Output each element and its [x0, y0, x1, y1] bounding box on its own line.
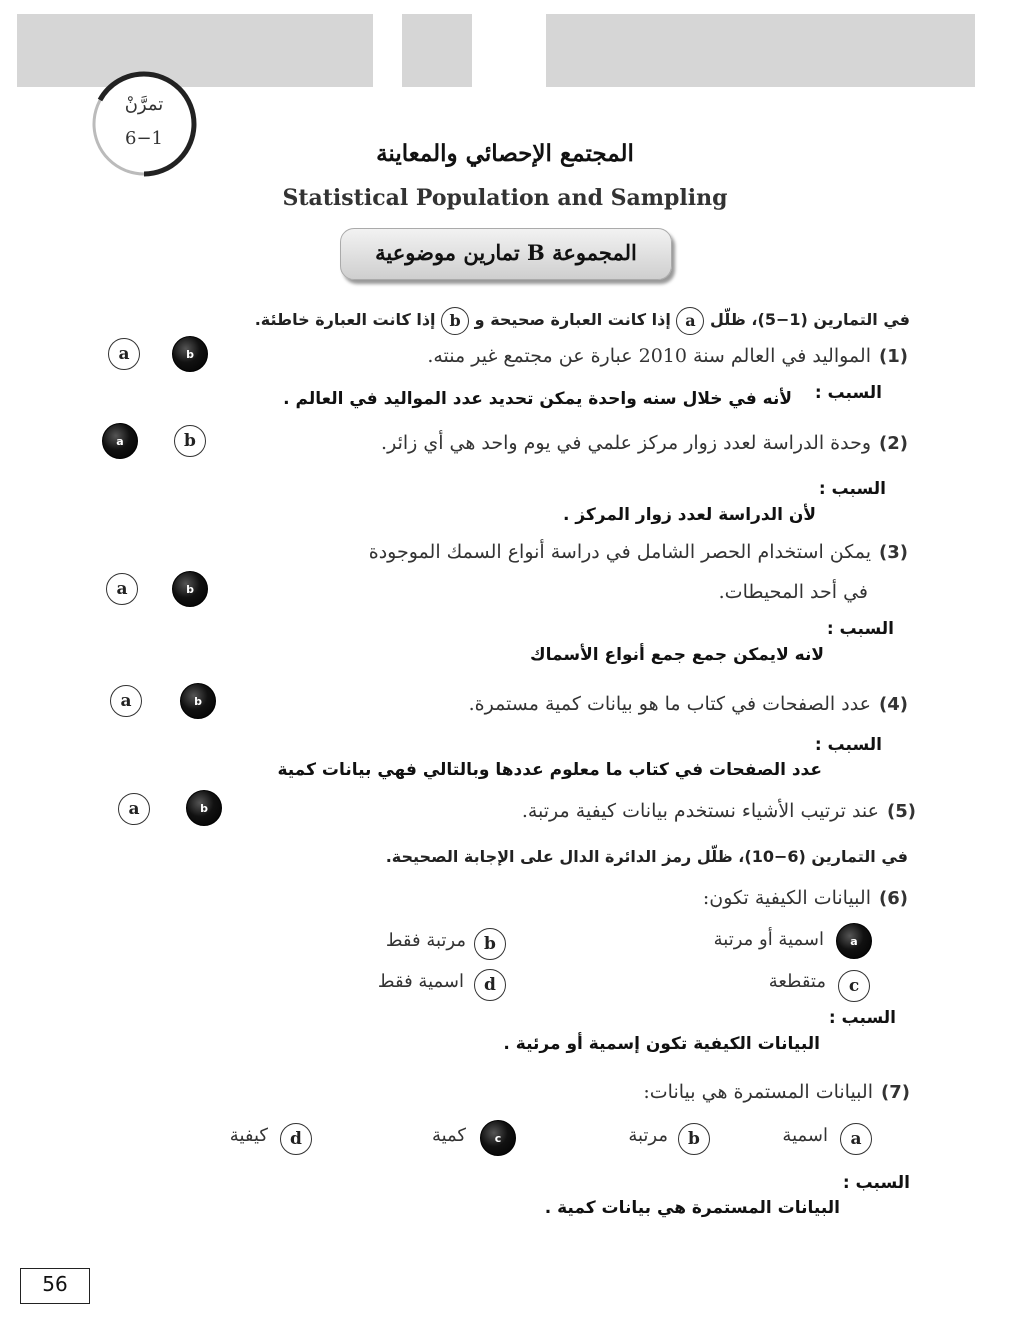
q6-option-b-label: مرتبة فقط [385, 930, 466, 951]
q6-option-d-label: اسمية فقط [377, 971, 464, 992]
page-number: 56 [20, 1268, 90, 1304]
instructions-b-circle: b [441, 307, 469, 335]
q7-option-c-selected[interactable]: c [480, 1120, 516, 1156]
header-bar-middle [402, 14, 472, 87]
q6-reason: البيانات الكيفية تكون إسمية أو مرئية . [503, 1034, 820, 1054]
badge-number: 6−1 [125, 128, 163, 149]
q7-reason: البيانات المستمرة هي بيانات كمية . [544, 1198, 840, 1218]
q3-text [369, 541, 908, 563]
q1-option-a[interactable]: a [108, 338, 140, 370]
page-title-english: Statistical Population and Sampling [282, 185, 728, 211]
q5-number: (5) [887, 801, 916, 822]
instructions-a-circle: a [676, 307, 704, 335]
q7-option-b-label: مرتبة [628, 1125, 668, 1146]
header-bar-right [546, 14, 975, 87]
q2-reason-label: السبب : [818, 479, 886, 499]
q7-reason-label: السبب : [842, 1173, 910, 1193]
q2-reason: لأن الدراسة لعدد زوار المركز . [562, 505, 816, 525]
q3-reason: لانه لايمكن جمع جمع أنواع الأسماك [530, 645, 824, 665]
q3-reason-label: السبب : [826, 619, 894, 639]
q6-statement: البيانات الكيفية تكون: [702, 887, 871, 909]
q1-number: (1) [879, 346, 908, 367]
q4-number: (4) [879, 694, 908, 715]
q7-statement: البيانات المستمرة هي بيانات: [643, 1081, 873, 1103]
instructions-tf-middle: إذا كانت العبارة صحيحة و [474, 310, 671, 329]
q7-option-d[interactable]: d [280, 1123, 312, 1155]
q6-option-c-label: متقطعة [768, 971, 826, 992]
badge-ring-icon [90, 70, 198, 178]
q6-option-c[interactable]: c [838, 970, 870, 1002]
q5-statement: عند ترتيب الأشياء نستخدم بيانات كيفية مرتبة. [521, 800, 879, 822]
lesson-badge [90, 70, 198, 178]
q7-option-b[interactable]: b [678, 1123, 710, 1155]
q1-text [427, 345, 908, 367]
q7-option-a[interactable]: a [840, 1123, 872, 1155]
q6-reason-label: السبب : [828, 1008, 896, 1028]
q2-option-b[interactable]: b [174, 425, 206, 457]
q3-number: (3) [879, 542, 908, 563]
q6-option-a-selected[interactable]: a [836, 923, 872, 959]
group-banner [340, 228, 672, 280]
q7-text [643, 1081, 910, 1103]
q7-option-a-label: اسمية [782, 1125, 828, 1146]
q1-statement: المواليد في العالم سنة 2010 عبارة عن مجتمع غير منته. [427, 345, 871, 367]
q2-number: (2) [879, 433, 908, 454]
badge-word: تمرَّنْ [124, 94, 164, 115]
q5-option-b-selected[interactable]: b [186, 790, 222, 826]
q1-reason-label: السبب : [814, 383, 882, 403]
q6-number: (6) [879, 888, 908, 909]
q4-option-b-selected[interactable]: b [180, 683, 216, 719]
q6-option-d[interactable]: d [474, 969, 506, 1001]
q4-option-a[interactable]: a [110, 685, 142, 717]
q2-option-a-selected[interactable]: a [102, 423, 138, 459]
q7-option-c-label: كمية [431, 1125, 466, 1146]
q7-number: (7) [881, 1082, 910, 1103]
q3-option-b-selected[interactable]: b [172, 571, 208, 607]
instructions-mc: في التمارين (6−10)، ظلّل رمز الدائرة الدال على الإجابة الصحيحة. [385, 847, 908, 866]
q1-option-b-selected[interactable]: b [172, 336, 208, 372]
q5-text [522, 800, 916, 822]
q6-option-b[interactable]: b [474, 928, 506, 960]
group-banner-label: المجموعة B تمارين موضوعية [375, 240, 637, 265]
q7-option-d-label: كيفية [229, 1125, 268, 1146]
q3-statement: يمكن استخدام الحصر الشامل في دراسة أنواع السمك الموجودة [368, 541, 871, 563]
instructions-tf [255, 305, 910, 335]
q4-reason-label: السبب : [814, 735, 882, 755]
q1-reason: لأنه في خلال سنه واحدة يمكن تحديد عدد المواليد في العالم . [283, 389, 792, 409]
q4-text [469, 693, 908, 715]
q3-text-line2: في أحد المحيطات. [718, 581, 868, 603]
q5-option-a[interactable]: a [118, 793, 150, 825]
q4-reason: عدد الصفحات في كتاب ما معلوم عددها وبالتالي فهي بيانات كمية [277, 760, 822, 780]
q4-statement: عدد الصفحات في كتاب ما هو بيانات كمية مستمرة. [468, 693, 871, 715]
instructions-tf-suffix: إذا كانت العبارة خاطئة. [254, 310, 436, 329]
q2-text [381, 432, 908, 454]
instructions-tf-prefix: في التمارين (1−5)، ظلّل [709, 310, 910, 329]
q3-option-a[interactable]: a [106, 573, 138, 605]
q6-text [703, 887, 908, 909]
page-title-arabic: المجتمع الإحصائي والمعاينة [376, 140, 634, 167]
q2-statement: وحدة الدراسة لعدد زوار مركز علمي في يوم واحد هي أي زائر. [381, 432, 871, 454]
q6-option-a-label: اسمية أو مرتبة [713, 929, 824, 950]
